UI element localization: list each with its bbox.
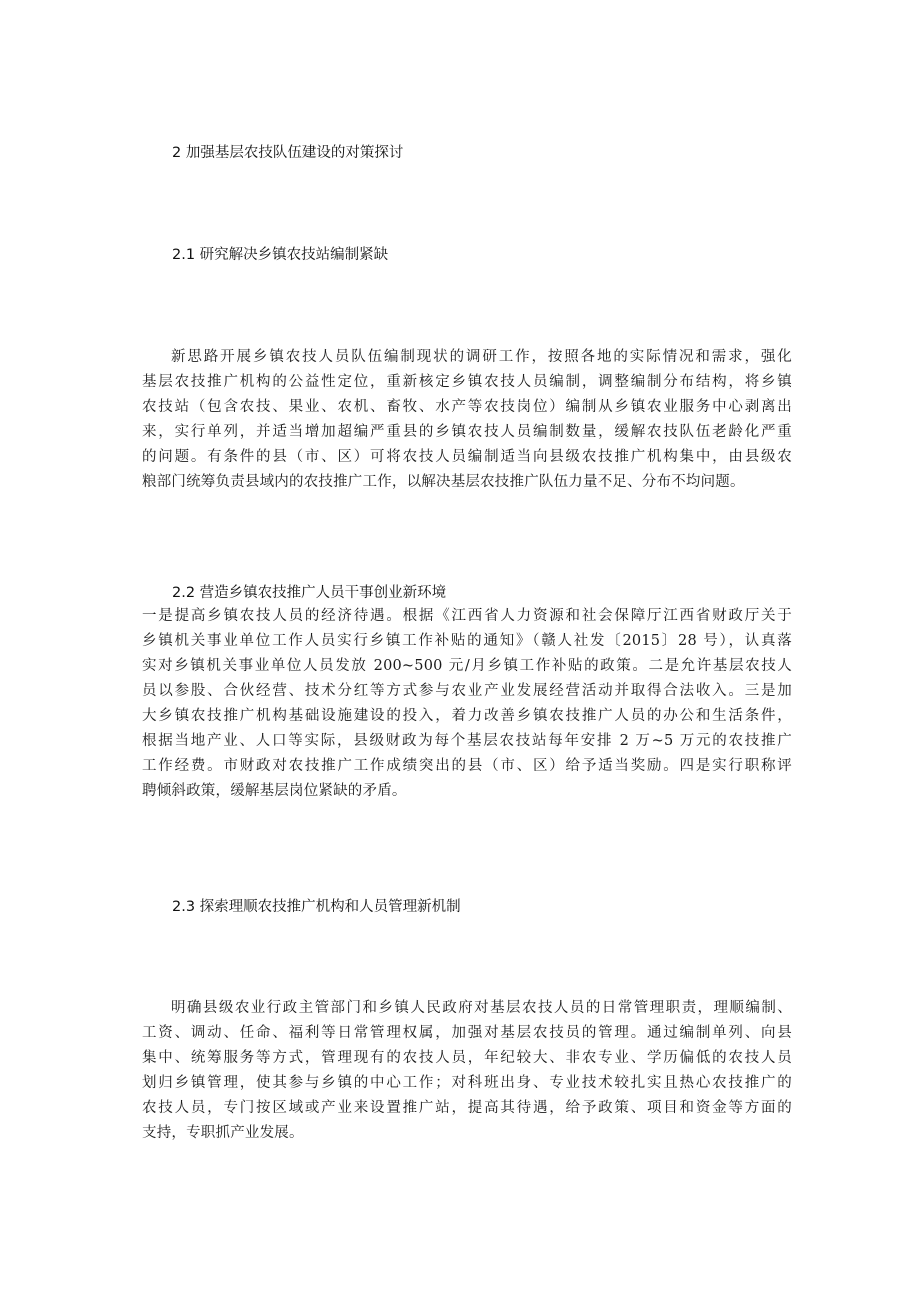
paragraph-line: 新思路开展乡镇农技人员队伍编制现状的调研工作，按照各地的实际情况和需求，强化 (171, 349, 792, 365)
paragraph-2-1 (142, 345, 792, 495)
paragraph-line: 划归乡镇管理，使其参与乡镇的中心工作；对科班出身、专业技术较扎实且热心农技推广的 (142, 1075, 792, 1091)
paragraph-line: 实对乡镇机关事业单位人员发放 200~500 元/月乡镇工作补贴的政策。二是允许基层农技人 (142, 658, 792, 674)
section-heading: 2 加强基层农技队伍建设的对策探讨 (172, 145, 404, 161)
paragraph-line: 集中、统筹服务等方式，管理现有的农技人员，年纪较大、非农专业、学历偏低的农技人员 (142, 1050, 792, 1066)
subsection-heading-2-3: 2.3 探索理顺农技推广机构和人员管理新机制 (172, 899, 461, 915)
paragraph-line: 基层农技推广机构的公益性定位，重新核定乡镇农技人员编制，调整编制分布结构，将乡镇 (142, 374, 792, 390)
paragraph-line: 来，实行单列，并适当增加超编严重县的乡镇农技人员编制数量，缓解农技队伍老龄化严重 (142, 424, 792, 440)
subsection-heading-2-1: 2.1 研究解决乡镇农技站编制紧缺 (172, 247, 389, 263)
subsection-heading-2-2: 2.2 营造乡镇农技推广人员干事创业新环境 (172, 585, 447, 601)
paragraph-line: 明确县级农业行政主管部门和乡镇人民政府对基层农技人员的日常管理职责，理顺编制、 (171, 1000, 792, 1016)
paragraph-line: 根据当地产业、人口等实际，县级财政为每个基层农技站每年安排 2 万~5 万元的农技推广 (142, 733, 792, 749)
paragraph-line: 的问题。有条件的县（市、区）可将农技人员编制适当向县级农技推广机构集中，由县级农 (142, 449, 792, 465)
paragraph-line: 农技人员，专门按区域或产业来设置推广站，提高其待遇，给予政策、项目和资金等方面的 (142, 1100, 792, 1116)
paragraph-2-2 (142, 604, 792, 804)
paragraph-2-3 (142, 996, 792, 1146)
paragraph-line: 支持，专职抓产业发展。 (142, 1125, 304, 1141)
paragraph-line: 乡镇机关事业单位工作人员实行乡镇工作补贴的通知》（赣人社发〔2015〕28 号），认真落 (142, 633, 792, 649)
paragraph-line: 员以参股、合伙经营、技术分红等方式参与农业产业发展经营活动并取得合法收入。三是加 (142, 683, 792, 699)
paragraph-line: 大乡镇农技推广机构基础设施建设的投入，着力改善乡镇农技推广人员的办公和生活条件， (142, 708, 792, 724)
paragraph-line: 工作经费。市财政对农技推广工作成绩突出的县（市、区）给予适当奖励。四是实行职称评 (142, 758, 792, 774)
paragraph-line: 聘倾斜政策，缓解基层岗位紧缺的矛盾。 (142, 783, 407, 799)
paragraph-line: 粮部门统筹负责县域内的农技推广工作，以解决基层农技推广队伍力量不足、分布不均问题。 (142, 474, 745, 490)
paragraph-line: 一是提高乡镇农技人员的经济待遇。根据《江西省人力资源和社会保障厅江西省财政厅关于 (142, 608, 792, 624)
paragraph-line: 农技站（包含农技、果业、农机、畜牧、水产等农技岗位）编制从乡镇农业服务中心剥离出 (142, 399, 792, 415)
paragraph-line: 工资、调动、任命、福利等日常管理权属，加强对基层农技员的管理。通过编制单列、向县 (142, 1025, 792, 1041)
